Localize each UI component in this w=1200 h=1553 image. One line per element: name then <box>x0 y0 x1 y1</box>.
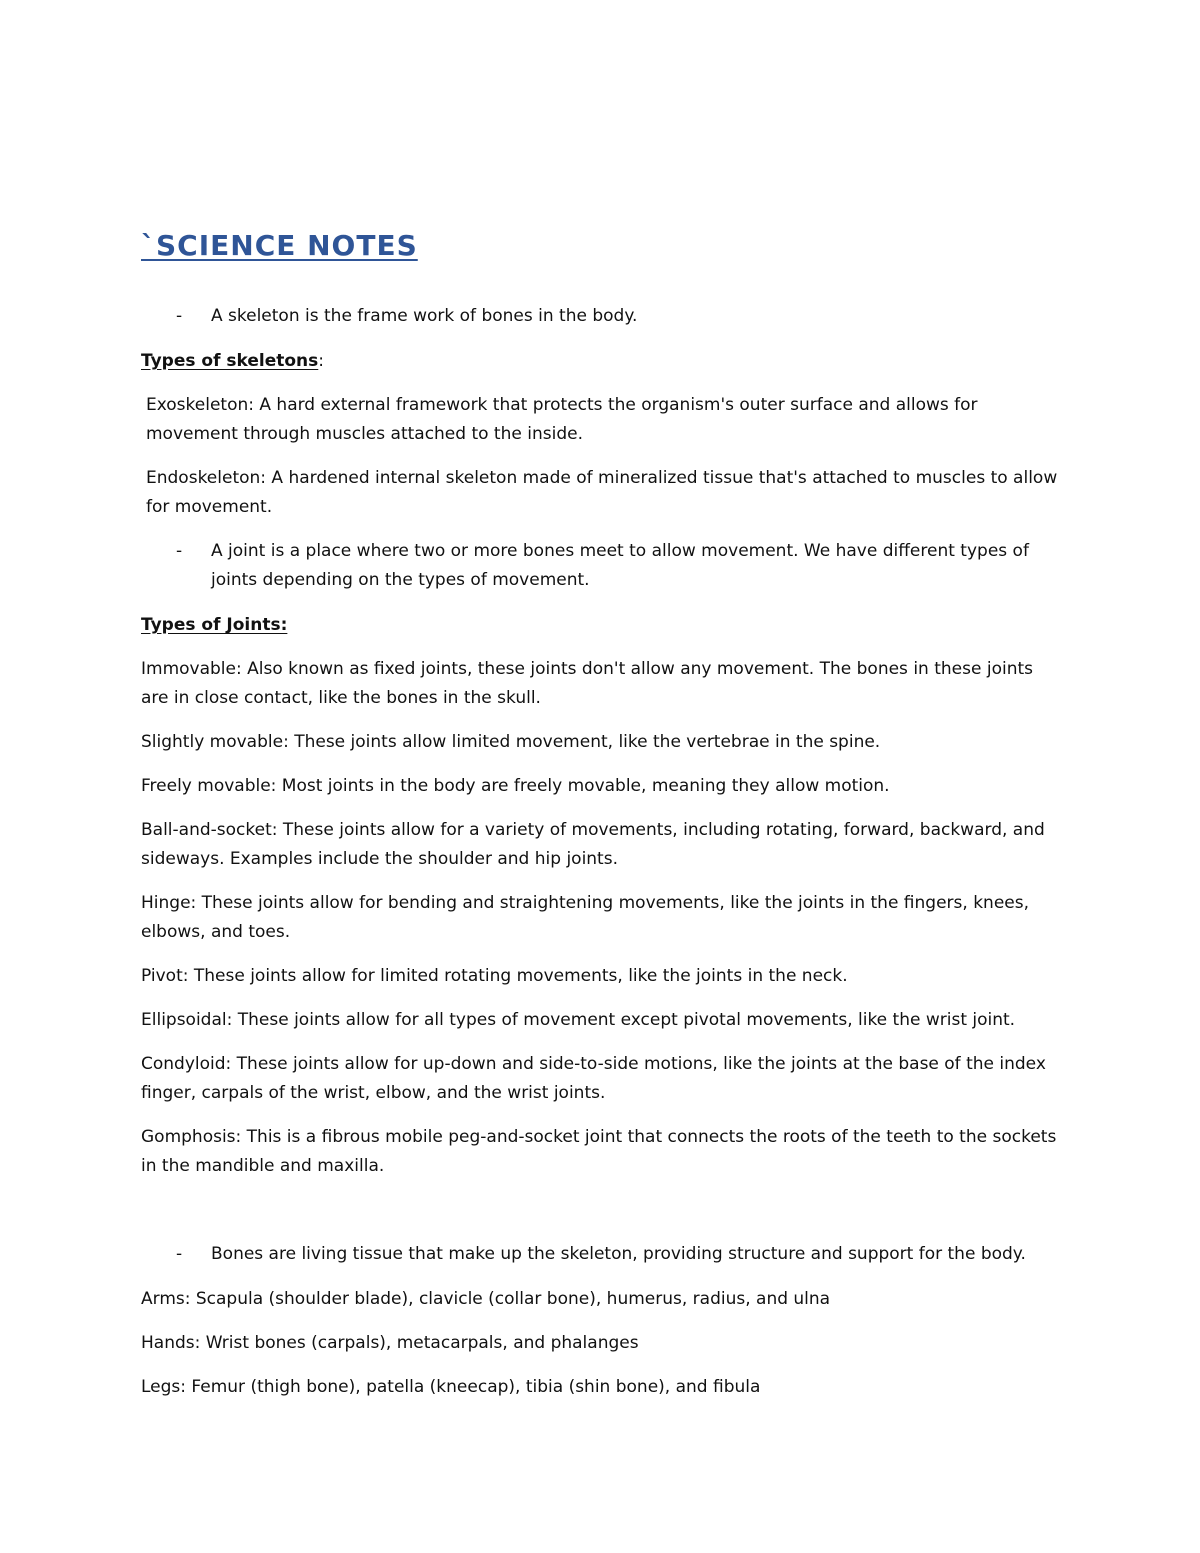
joint-type-immovable: Immovable: Also known as fixed joints, these joints don't allow any movement. The bones in these joints are in close contact, like the bones in the skull. <box>141 659 1033 708</box>
skeleton-type-endoskeleton: Endoskeleton: A hardened internal skeleton made of mineralized tissue that's attached to muscles to allow for movement. <box>146 468 1058 517</box>
joint-types-heading-line <box>141 611 1061 640</box>
joint-types-heading: Types of Joints: <box>141 615 288 635</box>
bullet-dash: - <box>176 306 183 326</box>
bullet-dash: - <box>176 1244 183 1264</box>
joint-type-ellipsoidal: Ellipsoidal: These joints allow for all types of movement except pivotal movements, like the wrist joint. <box>141 1010 1016 1030</box>
document-body <box>141 228 1061 1417</box>
skeleton-type-exoskeleton: Exoskeleton: A hard external framework that protects the organism's outer surface and allows for movement through muscles attached to the inside. <box>146 395 978 444</box>
skeleton-types-heading-line <box>141 347 1061 376</box>
joint-type-hinge: Hinge: These joints allow for bending and straightening movements, like the joints in the fingers, knees, elbows, and toes. <box>141 893 1029 942</box>
joint-type-slightly-movable: Slightly movable: These joints allow limited movement, like the vertebrae in the spine. <box>141 732 881 752</box>
bullet-text: A joint is a place where two or more bones meet to allow movement. We have different types of joints depending on the types of movement. <box>211 541 1029 590</box>
bullet-text: Bones are living tissue that make up the skeleton, providing structure and support for the body. <box>211 1244 1026 1264</box>
joint-type-gomphosis: Gomphosis: This is a fibrous mobile peg-and-socket joint that connects the roots of the teeth to the sockets in the mandible and maxilla. <box>141 1127 1057 1176</box>
joint-type-freely-movable: Freely movable: Most joints in the body are freely movable, meaning they allow motion. <box>141 776 890 796</box>
skeleton-types-heading: Types of skeletons <box>141 351 319 371</box>
joint-type-pivot: Pivot: These joints allow for limited rotating movements, like the joints in the neck. <box>141 966 848 986</box>
joint-type-ball-and-socket: Ball-and-socket: These joints allow for a variety of movements, including rotating, forward, backward, and sideways. Examples include the shoulder and hip joints. <box>141 820 1045 869</box>
bullet-bones-definition <box>141 1240 1061 1269</box>
page-title: `SCIENCE NOTES <box>141 229 418 262</box>
paragraph-spacer <box>141 1196 1061 1240</box>
bones-hands: Hands: Wrist bones (carpals), metacarpals, and phalanges <box>141 1333 639 1353</box>
bullet-joint-definition <box>141 537 1061 595</box>
bones-arms: Arms: Scapula (shoulder blade), clavicle (collar bone), humerus, radius, and ulna <box>141 1289 831 1309</box>
bullet-text: A skeleton is the frame work of bones in the body. <box>211 306 638 326</box>
bullet-skeleton-definition <box>141 302 1061 331</box>
bullet-dash: - <box>176 541 183 561</box>
bones-legs: Legs: Femur (thigh bone), patella (kneecap), tibia (shin bone), and fibula <box>141 1377 761 1397</box>
skeleton-types-heading-colon: : <box>318 351 325 371</box>
joint-type-condyloid: Condyloid: These joints allow for up-down and side-to-side motions, like the joints at the base of the index finger, carpals of the wrist, elbow, and the wrist joints. <box>141 1054 1046 1103</box>
